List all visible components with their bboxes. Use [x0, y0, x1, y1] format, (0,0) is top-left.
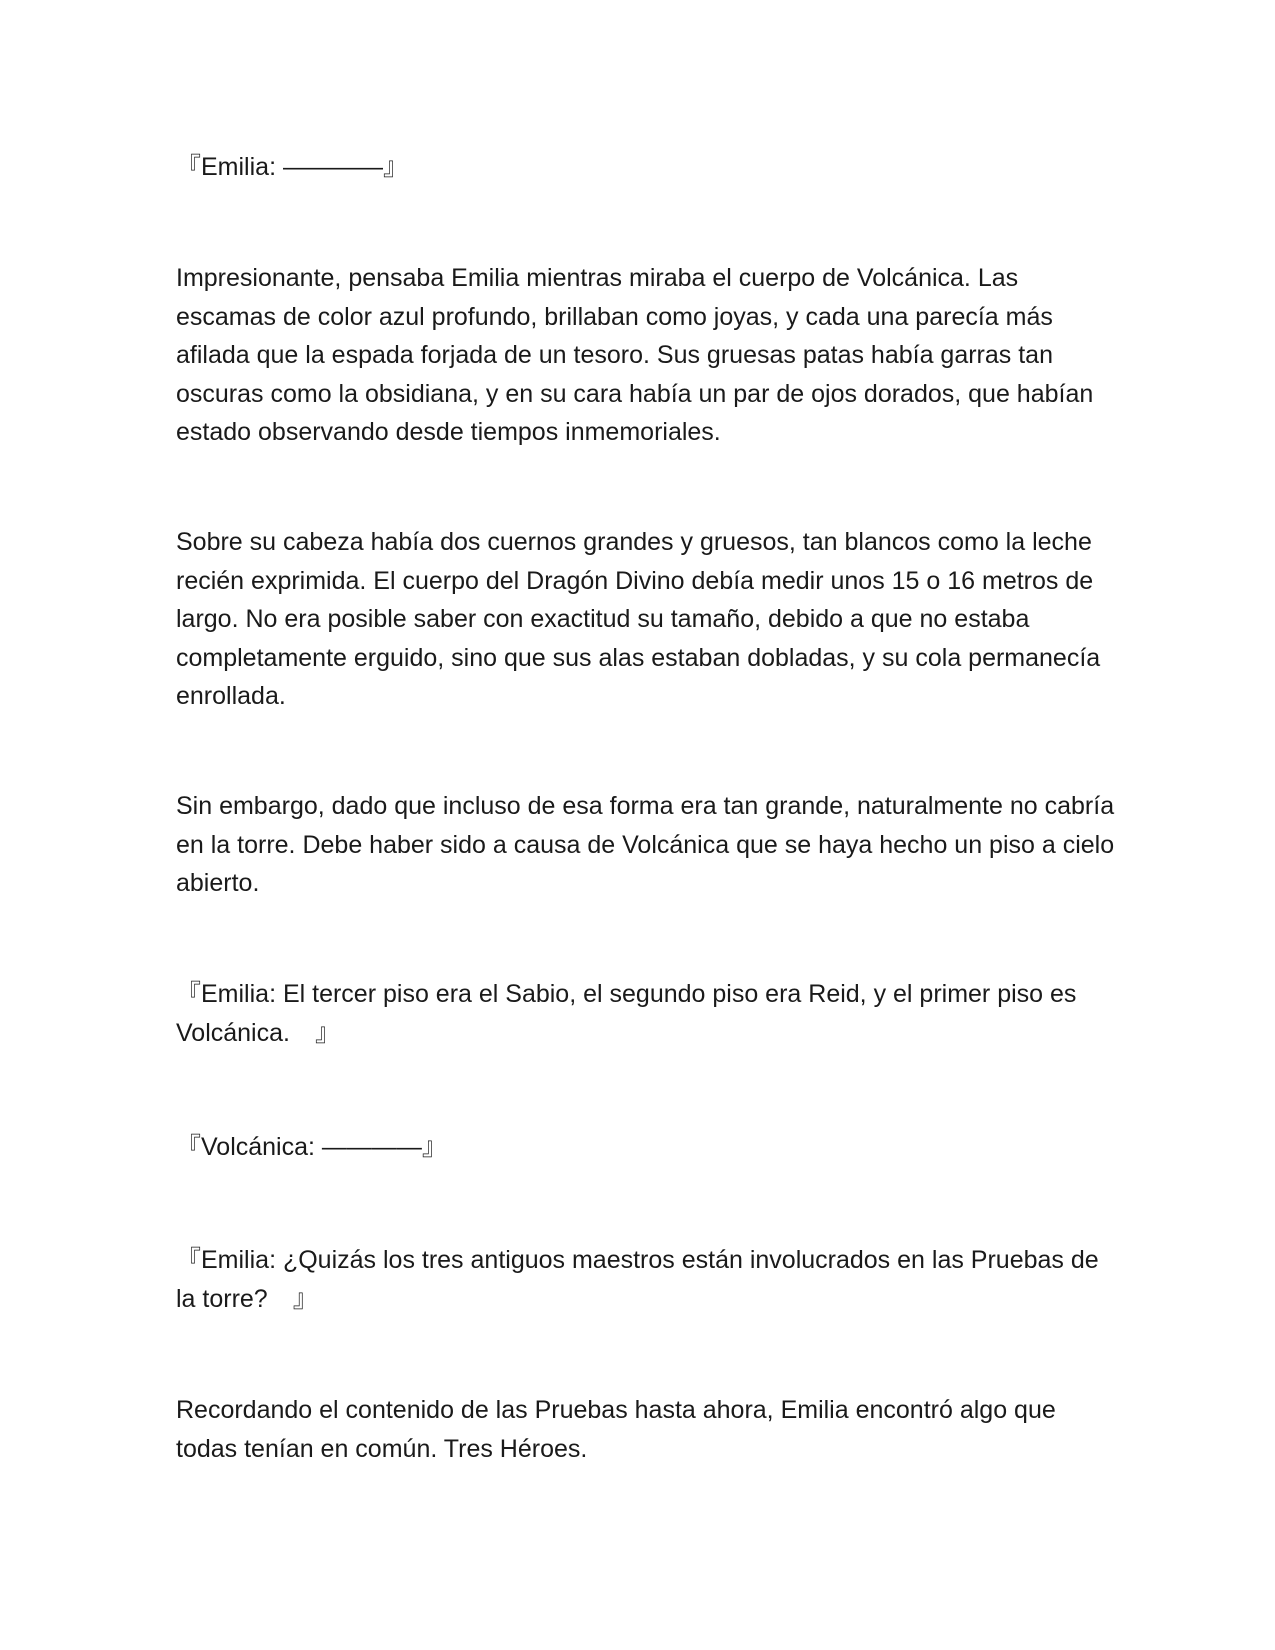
paragraph-open-sky-floor: Sin embargo, dado que incluso de esa forma era tan grande, naturalmente no cabría en la torre. Debe haber sido a causa de Volcánica que se haya hecho un piso a cielo abierto. — [176, 792, 1115, 897]
dialogue-emilia-floors: 『Emilia: El tercer piso era el Sabio, el segundo piso era Reid, y el primer piso es Volcánica. 』 — [176, 980, 1077, 1047]
paragraph-volcanica-description: Impresionante, pensaba Emilia mientras miraba el cuerpo de Volcánica. Las escamas de color azul profundo, brillaban como joyas, y cada una parecía más afilada que la espada forjada de un tesoro. Sus gruesas patas había garras tan oscuras como la obsidiana, y en su cara había un par de ojos dorados, que habían estado observando desde tiempos inmemoriales. — [176, 264, 1094, 446]
dialogue-emilia-question: 『Emilia: ¿Quizás los tres antiguos maestros están involucrados en las Pruebas de la torre? 』 — [176, 1246, 1099, 1313]
paragraph-horns-and-size: Sobre su cabeza había dos cuernos grandes y gruesos, tan blancos como la leche recién exprimida. El cuerpo del Dragón Divino debía medir unos 15 o 16 metros de largo. No era posible saber con exactitud su tamaño, debido a que no estaba completamente erguido, sino que sus alas estaban dobladas, y su cola permanecía enrollada. — [176, 528, 1101, 710]
dialogue-volcanica-silence: 『Volcánica: ————』 — [176, 1133, 447, 1161]
dialogue-emilia-silence: 『Emilia: ————』 — [176, 153, 408, 181]
paragraph-three-heroes: Recordando el contenido de las Pruebas hasta ahora, Emilia encontró algo que todas tenían en común. Tres Héroes. — [176, 1396, 1056, 1463]
